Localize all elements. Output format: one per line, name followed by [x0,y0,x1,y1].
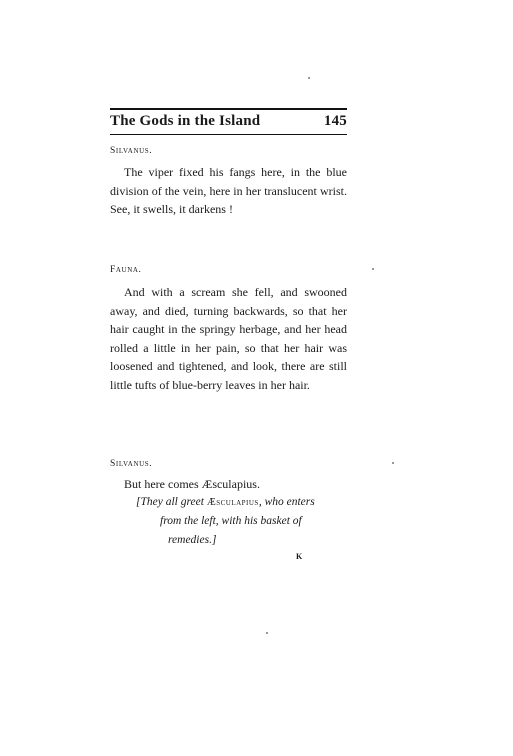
speech-paragraph: And with a scream she fell, and swooned away, and died, turning backwards, so that her hair caught in the springy herbage, and her head rolled a little in her pain, so that her hair was loosened and tightened, and look, there are still little tufts of blue-berry leaves in her hair. [110,285,347,392]
speech-paragraph: But here comes Æsculapius. [124,477,260,491]
stage-direction-line: from the left, with his basket of [160,515,302,527]
scan-speck [308,77,310,79]
speaker-name: Silvanus. [110,459,153,469]
scan-speck [372,268,374,270]
stage-direction [136,493,351,550]
header-bottom-rule [110,134,347,135]
stage-open-bracket: [ [136,496,141,508]
speech-paragraph: The viper fixed his fangs here, in the blue division of the vein, here in her translucent wrist. See, it swells, it darkens ! [110,165,347,216]
page-number: 145 [323,113,347,129]
scan-speck [392,462,394,464]
stage-close-bracket: ] [211,534,217,546]
stage-direction-text: , who enters [258,496,315,508]
running-header [110,113,347,130]
stage-direction-line: remedies. [168,534,212,546]
speaker-name: Fauna. [110,265,142,275]
header-top-rule [110,108,347,110]
signature-mark: K [296,552,303,561]
running-title: The Gods in the Island [110,113,261,129]
speaker-name: Silvanus. [110,146,153,156]
stage-character-name: Æsculapius [206,497,259,508]
scan-speck [266,632,268,634]
stage-direction-text: They all greet [140,496,207,508]
